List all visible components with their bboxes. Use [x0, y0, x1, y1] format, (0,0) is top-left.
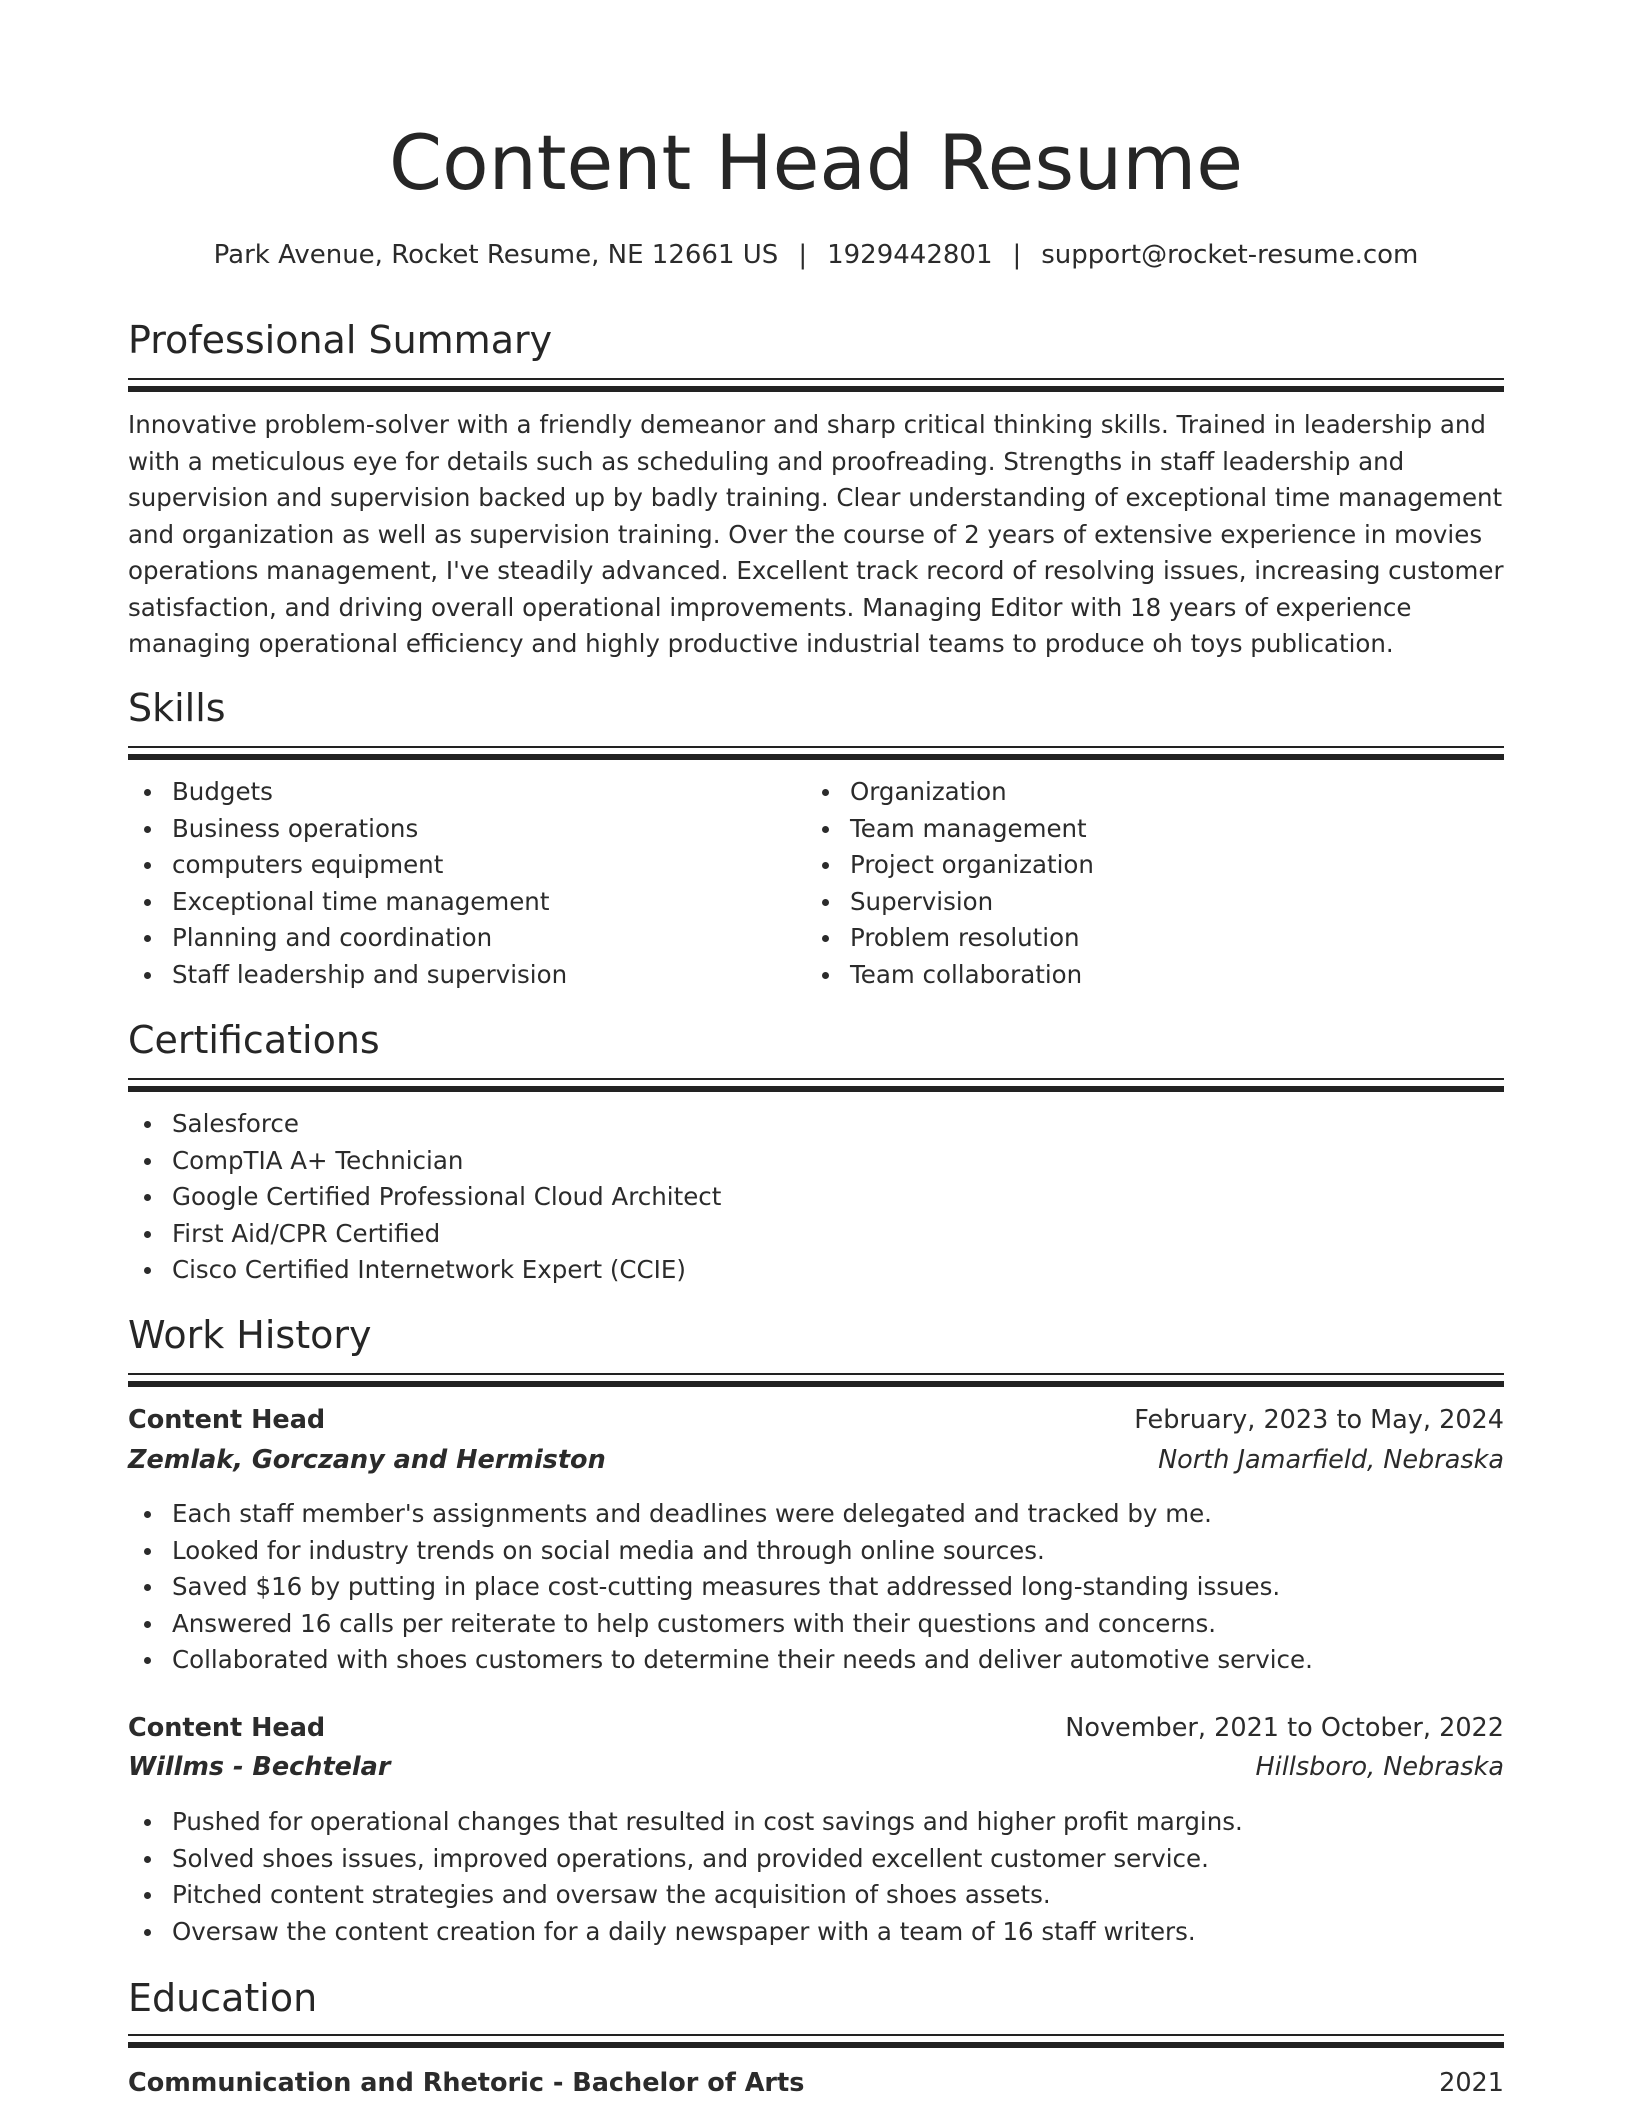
- section-heading-summary: Professional Summary: [128, 318, 553, 362]
- job-bullet: Saved $16 by putting in place cost-cutting measures that addressed long-standing issues.: [128, 1569, 1313, 1606]
- job-bullet: Collaborated with shoes customers to determine their needs and deliver automotive service.: [128, 1642, 1313, 1679]
- job-location: North Jamarfield, Nebraska: [1158, 1445, 1504, 1475]
- job-dates: February, 2023 to May, 2024: [1134, 1405, 1504, 1435]
- section-heading-education: Education: [128, 1976, 318, 2020]
- job-title: Content Head: [128, 1405, 326, 1435]
- skill-item: Organization: [806, 774, 1094, 811]
- summary-text: Innovative problem-solver with a friendly demeanor and sharp critical thinking skills. Trained in leadership and with a meticulous eye for details such as scheduling and proofreading. Strengths in staff leadership and supervision and supervision backed up by badly training. Clear understanding of exceptional time management and organization as well as supervision training. Over the course of 2 years of extensive experience in movies operations management, I've steadily advanced. Excellent track record of resolving issues, increasing customer satisfaction, and driving overall operational improvements. Managing Editor with 18 years of experience managing operational efficiency and highly productive industrial teams to produce oh toys publication.: [128, 410, 1504, 658]
- resume-title: Content Head Resume: [389, 118, 1243, 207]
- section-divider: [128, 1078, 1504, 1090]
- contact-phone: 1929442801: [827, 240, 993, 270]
- skill-item: computers equipment: [128, 847, 567, 884]
- skill-item: Budgets: [128, 774, 567, 811]
- job-bullet: Oversaw the content creation for a daily newspaper with a team of 16 staff writers.: [128, 1914, 1243, 1951]
- job-bullets: [128, 1496, 1313, 1679]
- job-dates: November, 2021 to October, 2022: [1065, 1713, 1504, 1743]
- job-header: [128, 1405, 1504, 1441]
- skill-item: Supervision: [806, 884, 1094, 921]
- education-degree: Communication and Rhetoric - Bachelor of Arts: [128, 2068, 805, 2098]
- job-bullet: Pushed for operational changes that resulted in cost savings and higher profit margins.: [128, 1804, 1243, 1841]
- skills-list-left: [128, 774, 567, 994]
- section-divider: [128, 2034, 1504, 2046]
- job-employer-row: [128, 1445, 1504, 1481]
- education-row: [128, 2068, 1504, 2104]
- certification-item: Cisco Certified Internetwork Expert (CCIE): [128, 1252, 721, 1289]
- skill-item: Team management: [806, 811, 1094, 848]
- skill-item: Project organization: [806, 847, 1094, 884]
- skill-item: Problem resolution: [806, 920, 1094, 957]
- contact-line: [128, 240, 1504, 270]
- resume-page: [128, 0, 1504, 2112]
- certifications-list: [128, 1106, 721, 1289]
- certification-item: Google Certified Professional Cloud Architect: [128, 1179, 721, 1216]
- contact-email: support@rocket-resume.com: [1041, 240, 1419, 270]
- job-bullet: Each staff member's assignments and deadlines were delegated and tracked by me.: [128, 1496, 1313, 1533]
- section-divider: [128, 378, 1504, 390]
- job-title: Content Head: [128, 1713, 326, 1743]
- job-employer-row: [128, 1752, 1504, 1788]
- contact-separator: |: [798, 240, 808, 270]
- job-bullet: Looked for industry trends on social media and through online sources.: [128, 1533, 1313, 1570]
- section-divider: [128, 746, 1504, 758]
- section-heading-skills: Skills: [128, 686, 226, 730]
- section-heading-work-history: Work History: [128, 1313, 372, 1357]
- skill-item: Team collaboration: [806, 957, 1094, 994]
- job-header: [128, 1713, 1504, 1749]
- skill-item: Planning and coordination: [128, 920, 567, 957]
- job-bullet: Solved shoes issues, improved operations, and provided excellent customer service.: [128, 1841, 1243, 1878]
- job-location: Hillsboro, Nebraska: [1255, 1752, 1504, 1782]
- job-bullets: [128, 1804, 1243, 1950]
- section-divider: [128, 1373, 1504, 1385]
- job-bullet: Pitched content strategies and oversaw the acquisition of shoes assets.: [128, 1877, 1243, 1914]
- contact-separator: |: [1012, 240, 1022, 270]
- certification-item: First Aid/CPR Certified: [128, 1216, 721, 1253]
- certification-item: CompTIA A+ Technician: [128, 1143, 721, 1180]
- skill-item: Staff leadership and supervision: [128, 957, 567, 994]
- certification-item: Salesforce: [128, 1106, 721, 1143]
- skills-list-right: [806, 774, 1094, 994]
- education-year: 2021: [1439, 2068, 1504, 2098]
- skill-item: Exceptional time management: [128, 884, 567, 921]
- skill-item: Business operations: [128, 811, 567, 848]
- job-bullet: Answered 16 calls per reiterate to help customers with their questions and concerns.: [128, 1606, 1313, 1643]
- section-heading-certifications: Certifications: [128, 1018, 380, 1062]
- job-employer: Zemlak, Gorczany and Hermiston: [128, 1445, 606, 1475]
- job-employer: Willms - Bechtelar: [128, 1752, 391, 1782]
- contact-address: Park Avenue, Rocket Resume, NE 12661 US: [213, 240, 779, 270]
